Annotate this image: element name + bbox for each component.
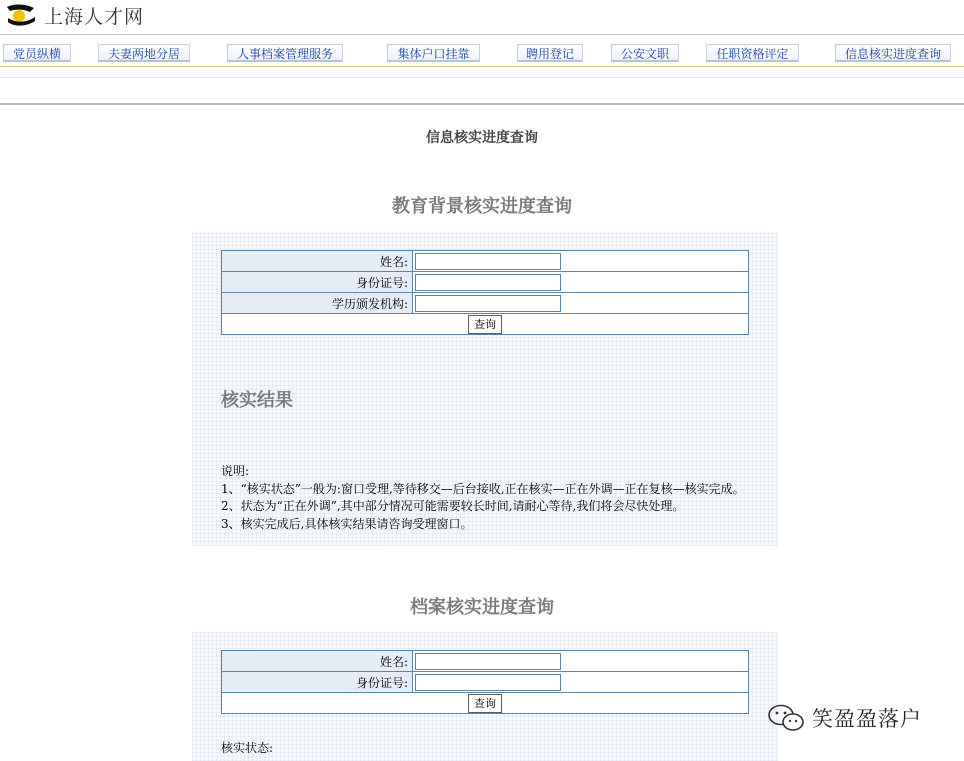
site-name: 上海人才网	[44, 5, 145, 28]
result-title: 核实结果	[221, 390, 293, 411]
edu-query-panel	[192, 232, 778, 546]
archive-id-number-input[interactable]	[415, 674, 561, 691]
archive-name-input[interactable]	[415, 653, 561, 670]
archive-query-panel	[192, 632, 778, 761]
edu-id-number-input[interactable]	[415, 274, 561, 291]
nav-divider	[0, 66, 964, 67]
page-title: 信息核实进度查询	[426, 130, 538, 146]
form-row-id	[222, 272, 749, 293]
field-label-institution: 学历颁发机构:	[222, 293, 413, 314]
form-row-name	[222, 651, 749, 672]
archive-query-button[interactable]: 查询	[468, 694, 502, 713]
site-logo[interactable]	[4, 2, 144, 28]
notes-heading: 说明:	[221, 464, 250, 478]
edu-query-title: 教育背景核实进度查询	[392, 196, 572, 217]
watermark-text: 笑盈盈落户	[812, 707, 922, 731]
status-label: 核实状态:	[221, 741, 274, 755]
edu-query-button[interactable]: 查询	[468, 315, 502, 334]
nav-item-party[interactable]: 党员纵横	[3, 44, 71, 62]
nav-item-qualification[interactable]: 任职资格评定	[706, 44, 799, 62]
edu-name-input[interactable]	[415, 253, 561, 270]
wechat-icon	[766, 703, 806, 733]
field-label-name: 姓名:	[222, 251, 413, 272]
form-row-institution	[222, 293, 749, 314]
form-row-id	[222, 672, 749, 693]
form-row-name	[222, 251, 749, 272]
note-item: 2、状态为“正在外调”,其中部分情况可能需要较长时间,请耐心等待,我们将会尽快处理。	[221, 499, 685, 513]
edu-query-form	[221, 250, 749, 335]
content-divider	[0, 103, 964, 105]
note-item: 3、核实完成后,具体核实结果请咨询受理窗口。	[221, 516, 473, 531]
nav-divider-secondary	[0, 77, 964, 78]
nav-item-personnel-files[interactable]: 人事档案管理服务	[227, 44, 343, 62]
notes-block	[221, 463, 749, 533]
logo-emblem-icon	[4, 3, 38, 27]
nav-item-police-civilian[interactable]: 公安文职	[611, 44, 679, 62]
header-divider	[0, 34, 964, 35]
nav-item-verification-progress[interactable]: 信息核实进度查询	[835, 44, 951, 62]
wechat-watermark	[766, 703, 922, 733]
main-nav	[0, 44, 964, 66]
nav-item-collective-hukou[interactable]: 集体户口挂靠	[387, 44, 480, 62]
field-label-id-number: 身份证号:	[222, 672, 413, 693]
note-item: 1、“核实状态”一般为:窗口受理,等待移交—后台接收,正在核实—正在外调—正在复核—核实完成。	[221, 481, 745, 496]
archive-query-form	[221, 650, 749, 714]
archive-query-title: 档案核实进度查询	[410, 597, 554, 618]
nav-item-spouse-separation[interactable]: 夫妻两地分居	[98, 44, 190, 62]
nav-item-employment-registration[interactable]: 聘用登记	[517, 44, 583, 62]
field-label-id-number: 身份证号:	[222, 272, 413, 293]
field-label-name: 姓名:	[222, 651, 413, 672]
edu-institution-input[interactable]	[415, 295, 561, 312]
